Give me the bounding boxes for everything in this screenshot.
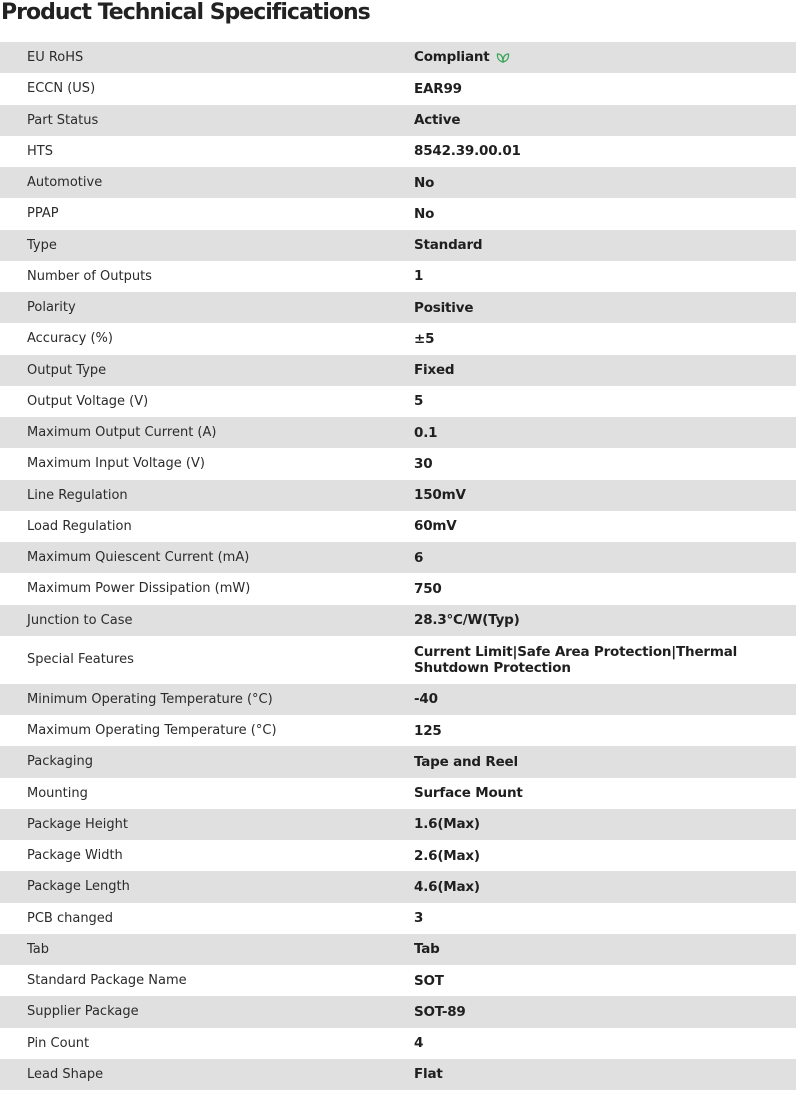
spec-value: 6 bbox=[414, 549, 424, 566]
table-row bbox=[0, 903, 796, 934]
spec-label: Automotive bbox=[27, 175, 103, 191]
spec-label: Maximum Input Voltage (V) bbox=[27, 456, 205, 472]
spec-value-cell bbox=[414, 871, 796, 902]
spec-value-cell bbox=[414, 903, 796, 934]
spec-value: 150mV bbox=[414, 487, 466, 504]
spec-value-cell bbox=[414, 965, 796, 996]
page-title: Product Technical Specifications bbox=[1, 0, 370, 25]
table-row bbox=[0, 746, 796, 777]
spec-value: ±5 bbox=[414, 330, 435, 347]
table-row bbox=[0, 715, 796, 746]
spec-value-cell bbox=[414, 715, 796, 746]
table-row bbox=[0, 809, 796, 840]
table-row bbox=[0, 1028, 796, 1059]
table-row bbox=[0, 417, 796, 448]
spec-value: Current Limit|Safe Area Protection|Thermal Shutdown Protection bbox=[414, 643, 738, 676]
spec-value-cell bbox=[414, 42, 796, 73]
spec-value: SOT-89 bbox=[414, 1003, 466, 1020]
spec-value: 1 bbox=[414, 268, 424, 285]
table-row bbox=[0, 778, 796, 809]
table-row bbox=[0, 636, 796, 684]
spec-label: Package Length bbox=[27, 879, 130, 895]
spec-value: Standard bbox=[414, 237, 483, 254]
table-row bbox=[0, 198, 796, 229]
spec-value: SOT bbox=[414, 972, 444, 989]
spec-value: 750 bbox=[414, 580, 442, 597]
spec-value-cell bbox=[414, 355, 796, 386]
spec-value: -40 bbox=[414, 691, 438, 708]
spec-value: 30 bbox=[414, 455, 433, 472]
spec-value-cell bbox=[414, 73, 796, 104]
table-row bbox=[0, 355, 796, 386]
spec-value-cell bbox=[414, 417, 796, 448]
table-row bbox=[0, 996, 796, 1027]
spec-value-cell bbox=[414, 809, 796, 840]
table-row bbox=[0, 1059, 796, 1090]
spec-value-cell bbox=[414, 448, 796, 479]
spec-value-cell bbox=[414, 1028, 796, 1059]
spec-value: 4.6(Max) bbox=[414, 878, 480, 895]
table-row bbox=[0, 511, 796, 542]
table-row bbox=[0, 386, 796, 417]
spec-value: Active bbox=[414, 112, 461, 129]
spec-label: Accuracy (%) bbox=[27, 331, 113, 347]
table-row bbox=[0, 448, 796, 479]
spec-value: 28.3°C/W(Typ) bbox=[414, 612, 520, 629]
spec-label: Mounting bbox=[27, 785, 88, 801]
spec-value: 0.1 bbox=[414, 424, 438, 441]
spec-label: Package Height bbox=[27, 816, 128, 832]
spec-label: Type bbox=[27, 237, 57, 253]
spec-value-cell bbox=[414, 573, 796, 604]
table-row bbox=[0, 136, 796, 167]
table-row bbox=[0, 480, 796, 511]
spec-value-cell bbox=[414, 605, 796, 636]
spec-label: Minimum Operating Temperature (°C) bbox=[27, 691, 273, 707]
spec-label: Pin Count bbox=[27, 1035, 90, 1051]
table-row bbox=[0, 840, 796, 871]
spec-label: Load Regulation bbox=[27, 518, 132, 534]
spec-value: Tab bbox=[414, 941, 440, 958]
spec-value-cell bbox=[414, 1059, 796, 1090]
spec-label: Special Features bbox=[27, 652, 134, 668]
spec-label: Maximum Quiescent Current (mA) bbox=[27, 550, 250, 566]
table-row bbox=[0, 167, 796, 198]
spec-label: Package Width bbox=[27, 848, 123, 864]
table-row bbox=[0, 105, 796, 136]
spec-label: EU RoHS bbox=[27, 50, 84, 66]
spec-label: Standard Package Name bbox=[27, 973, 187, 989]
spec-value-cell bbox=[414, 511, 796, 542]
table-row bbox=[0, 684, 796, 715]
spec-value-cell bbox=[414, 684, 796, 715]
table-row bbox=[0, 965, 796, 996]
table-row bbox=[0, 261, 796, 292]
spec-value-cell bbox=[414, 480, 796, 511]
spec-value: No bbox=[414, 174, 435, 191]
table-row bbox=[0, 605, 796, 636]
table-row bbox=[0, 230, 796, 261]
spec-value-cell bbox=[414, 198, 796, 229]
table-row bbox=[0, 871, 796, 902]
spec-value: EAR99 bbox=[414, 80, 462, 97]
table-row bbox=[0, 573, 796, 604]
spec-label: Maximum Power Dissipation (mW) bbox=[27, 581, 251, 597]
spec-table-body bbox=[0, 42, 796, 1090]
spec-value-cell bbox=[414, 136, 796, 167]
spec-table bbox=[0, 42, 796, 1090]
spec-label: ECCN (US) bbox=[27, 81, 96, 97]
spec-value-cell bbox=[414, 840, 796, 871]
spec-value-cell bbox=[414, 636, 796, 684]
spec-value-cell bbox=[414, 934, 796, 965]
spec-label: Maximum Output Current (A) bbox=[27, 425, 217, 441]
spec-value-cell bbox=[414, 261, 796, 292]
spec-value: 125 bbox=[414, 722, 442, 739]
spec-value-cell bbox=[414, 996, 796, 1027]
spec-value-cell bbox=[414, 105, 796, 136]
spec-label: PPAP bbox=[27, 206, 59, 222]
spec-value: No bbox=[414, 205, 435, 222]
table-row bbox=[0, 73, 796, 104]
spec-label: Output Voltage (V) bbox=[27, 393, 149, 409]
spec-label: HTS bbox=[27, 143, 53, 159]
leaf-icon bbox=[496, 51, 510, 67]
table-row bbox=[0, 542, 796, 573]
spec-label: PCB changed bbox=[27, 910, 114, 926]
table-row bbox=[0, 323, 796, 354]
spec-label: Line Regulation bbox=[27, 487, 128, 503]
spec-label: Junction to Case bbox=[27, 612, 133, 628]
spec-value-cell bbox=[414, 167, 796, 198]
spec-label: Supplier Package bbox=[27, 1004, 139, 1020]
spec-label: Maximum Operating Temperature (°C) bbox=[27, 723, 277, 739]
spec-value: 5 bbox=[414, 393, 424, 410]
table-row bbox=[0, 934, 796, 965]
spec-value: 3 bbox=[414, 910, 424, 927]
spec-value-cell bbox=[414, 386, 796, 417]
spec-label: Lead Shape bbox=[27, 1066, 104, 1082]
spec-value-cell bbox=[414, 542, 796, 573]
spec-label: Part Status bbox=[27, 112, 99, 128]
spec-label: Tab bbox=[27, 941, 50, 957]
spec-value: Surface Mount bbox=[414, 785, 523, 802]
spec-value: 60mV bbox=[414, 518, 457, 535]
spec-label: Output Type bbox=[27, 362, 107, 378]
spec-value-cell bbox=[414, 778, 796, 809]
spec-value-cell bbox=[414, 230, 796, 261]
spec-value-cell bbox=[414, 292, 796, 323]
spec-label: Packaging bbox=[27, 754, 93, 770]
spec-value: Positive bbox=[414, 299, 474, 316]
spec-value: Compliant bbox=[414, 48, 490, 65]
spec-value: Fixed bbox=[414, 362, 455, 379]
spec-value: 4 bbox=[414, 1035, 424, 1052]
spec-value-cell bbox=[414, 323, 796, 354]
spec-value-cell bbox=[414, 746, 796, 777]
spec-value: 2.6(Max) bbox=[414, 847, 480, 864]
spec-label: Polarity bbox=[27, 300, 76, 316]
table-row bbox=[0, 42, 796, 73]
spec-label: Number of Outputs bbox=[27, 268, 152, 284]
spec-value: Tape and Reel bbox=[414, 753, 518, 770]
spec-value: 8542.39.00.01 bbox=[414, 143, 521, 160]
spec-value: 1.6(Max) bbox=[414, 816, 480, 833]
table-row bbox=[0, 292, 796, 323]
spec-value: Flat bbox=[414, 1066, 443, 1083]
